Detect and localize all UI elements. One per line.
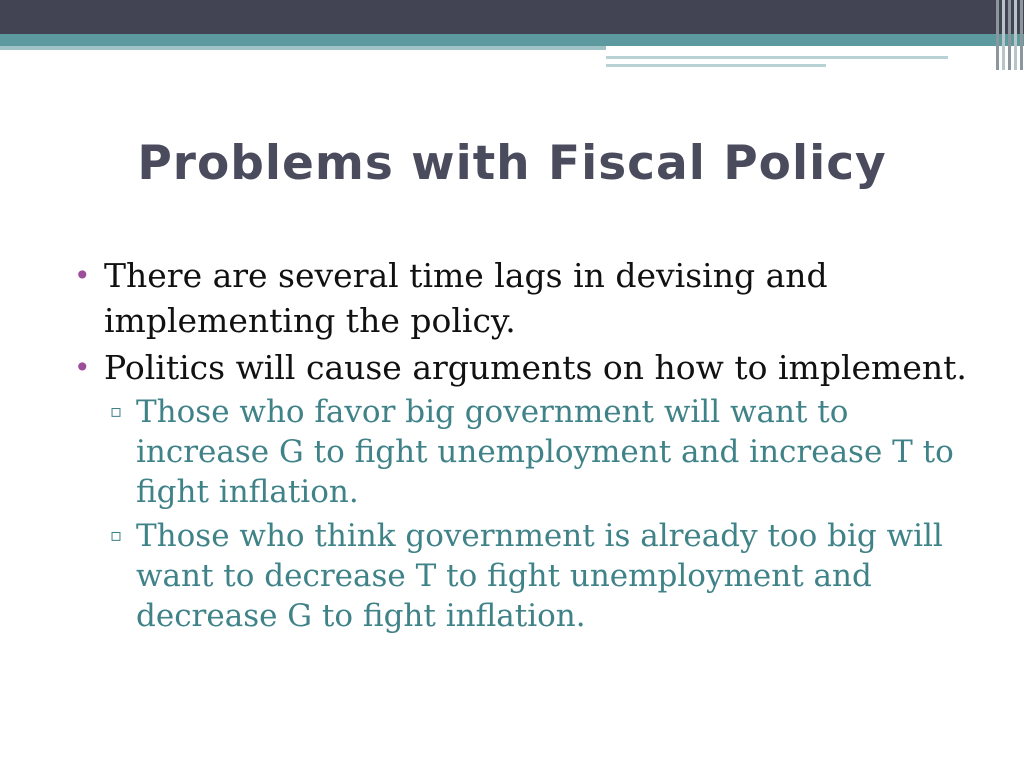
bullet-text: Politics will cause arguments on how to implement.	[104, 348, 967, 387]
header-light-bar	[0, 46, 606, 50]
header-vertical-stripes	[994, 0, 1024, 70]
stripe	[996, 0, 999, 70]
bullet-icon: •	[74, 259, 91, 292]
sub-bullet-item	[70, 516, 970, 636]
header-teal-bar	[0, 34, 1024, 46]
stripe	[1002, 0, 1005, 70]
slide-body	[70, 253, 970, 640]
header-accent-line	[606, 56, 948, 59]
stripe	[1008, 0, 1011, 70]
sub-bullet-item	[70, 392, 970, 512]
stripe	[1014, 0, 1017, 70]
bullet-item	[70, 345, 970, 390]
square-bullet-icon: ▫	[110, 525, 123, 546]
sub-bullet-text: Those who favor big government will want to increase G to fight unemployment and increase T to fight inflation.	[136, 394, 954, 510]
header-dark-bar	[0, 0, 1024, 34]
slide-title: Problems with Fiscal Policy	[137, 136, 887, 191]
header-accent-line	[606, 64, 826, 67]
square-bullet-icon: ▫	[110, 401, 123, 422]
stripe	[1020, 0, 1023, 70]
sub-bullet-text: Those who think government is already too big will want to decrease T to fight unemployment and decrease G to fight inflation.	[136, 518, 943, 634]
bullet-icon: •	[74, 351, 91, 384]
bullet-item	[70, 253, 970, 343]
bullet-text: There are several time lags in devising and implementing the policy.	[104, 256, 828, 340]
